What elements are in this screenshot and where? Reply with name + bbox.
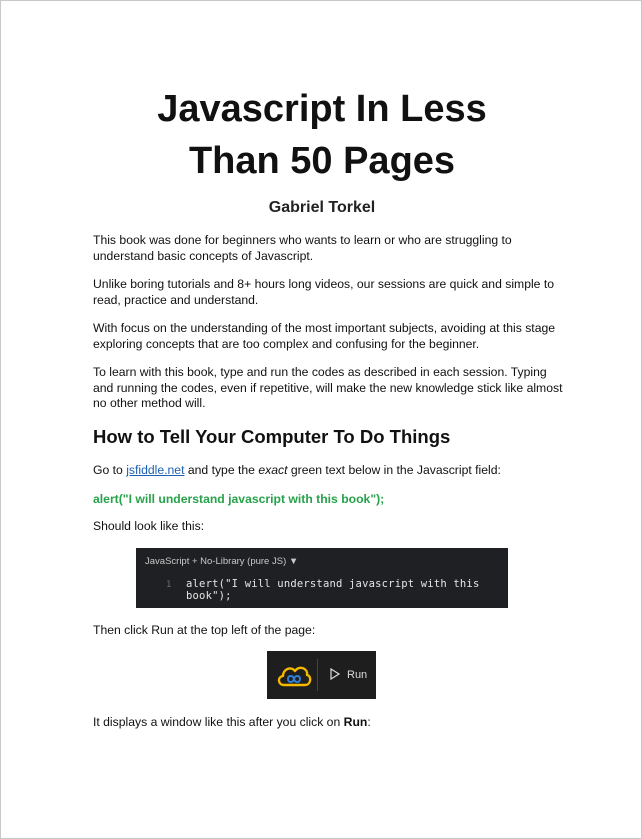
infinity-icon — [288, 676, 300, 682]
goto-emphasis: exact — [258, 463, 288, 477]
intro-paragraph-1: This book was done for beginners who wants to learn or who are struggling to understand basic concepts of Javascript. — [93, 233, 512, 263]
goto-instruction — [93, 463, 563, 479]
displays-run-bold: Run — [343, 715, 368, 729]
editor-code-line: alert("I will understand javascript with this book"); — [186, 578, 480, 602]
code-editor-screenshot — [136, 548, 508, 608]
run-button-screenshot — [267, 651, 376, 699]
displays-text — [93, 715, 563, 731]
toolbar-divider — [317, 659, 318, 691]
book-title-line-1: Javascript In Less — [157, 88, 487, 130]
displays-suffix: : — [367, 715, 371, 729]
should-look-text: Should look like this: — [93, 519, 205, 533]
play-icon — [329, 668, 341, 680]
then-click-text: Then click Run at the top left of the page: — [93, 623, 316, 637]
goto-middle: and type the — [184, 463, 259, 477]
cloud-logo-icon — [275, 661, 313, 689]
book-author: Gabriel Torkel — [268, 199, 376, 216]
book-title — [1, 83, 642, 187]
run-button-label: Run — [347, 669, 368, 681]
displays-prefix: It displays a window like this after you click on — [93, 715, 344, 729]
goto-prefix: Go to — [93, 463, 127, 477]
editor-language-label: JavaScript + No-Library (pure JS) ▼ — [145, 556, 299, 567]
intro-paragraph-3: With focus on the understanding of the most important subjects, avoiding at this stage exploring concepts that are too complex and confusing for the beginner. — [93, 321, 556, 351]
editor-line-number: 1 — [166, 580, 172, 590]
section-heading: How to Tell Your Computer To Do Things — [93, 426, 451, 447]
book-title-line-2: Than 50 Pages — [188, 140, 456, 182]
jsfiddle-link[interactable]: jsfiddle.net — [126, 463, 185, 477]
goto-suffix: green text below in the Javascript field: — [287, 463, 501, 477]
green-code-text: alert("I will understand javascript with this book"); — [93, 492, 385, 506]
intro-paragraph-2: Unlike boring tutorials and 8+ hours long videos, our sessions are quick and simple to read, practice and understand. — [93, 277, 555, 307]
intro-paragraph-4: To learn with this book, type and run the codes as described in each session. Typing and running the codes, even if repetitive, will make the new knowledge stick like almost no other method will. — [93, 365, 563, 410]
